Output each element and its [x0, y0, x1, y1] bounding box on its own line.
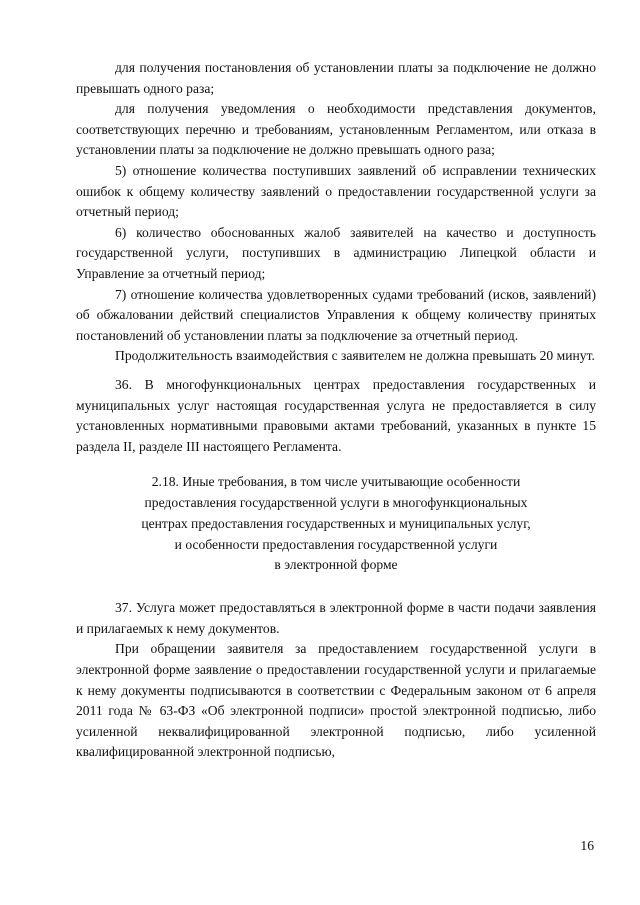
- paragraph-37: 37. Услуга может предоставляться в электронной форме в части подачи заявления и прилагаемых к нему документов.: [76, 600, 596, 636]
- paragraph: для получения постановления об установлении платы за подключение не должно превышать одного раза;: [76, 60, 596, 96]
- paragraph: При обращении заявителя за предоставлением государственной услуги в электронной форме заявление о предоставлении государственной услуги и прилагаемые к нему документы подписываются в соответствии с Федеральным законом от 6 апреля 2011 года № 63-ФЗ «Об электронной подписи» простой электронной подписью, либо усиленной неквалифицированной электронной подписью, либо усиленной квалифицированной электронной подписью,: [76, 641, 596, 760]
- page-body: [76, 58, 596, 763]
- heading-line: предоставления государственной услуги в многофункциональных: [144, 495, 528, 511]
- paragraph: 5) отношение количества поступивших заявлений об исправлении технических ошибок к общему количеству заявлений о предоставлении государственной услуги за отчетный период;: [76, 162, 596, 220]
- heading-line: центрах предоставления государственных и муниципальных услуг,: [141, 515, 531, 531]
- heading-line: и особенности предоставления государственной услуги: [174, 536, 498, 552]
- paragraph: 6) количество обоснованных жалоб заявителей на качество и доступность государственной услуги, поступивших в администрацию Липецкой области и Управление за отчетный период;: [76, 224, 596, 281]
- heading-line: в электронной форме: [274, 557, 398, 573]
- paragraph: для получения уведомления о необходимости представления документов, соответствующих перечню и требованиям, установленным Регламентом, или отказа в установлении платы за подключение не должно превышать одного раза;: [76, 101, 596, 158]
- paragraph: Продолжительность взаимодействия с заявителем не должна превышать 20 минут.: [115, 348, 595, 364]
- paragraph: 7) отношение количества удовлетворенных судами требований (исков, заявлений) об обжаловании действий специалистов Управления к общему количеству принятых постановлений об установлении платы за подключение за отчетный период.: [76, 286, 596, 343]
- section-heading: [76, 472, 596, 576]
- paragraph-36: 36. В многофункциональных центрах предоставления государственных и муниципальных услуг настоящая государственная услуга не предоставляется в силу установленных нормативными правовыми актами требований, указанных в пункте 15 раздела II, разделе III настоящего Регламента.: [76, 376, 596, 454]
- page-number: 16: [580, 838, 594, 853]
- heading-line: 2.18. Иные требования, в том числе учитывающие особенности: [151, 474, 521, 490]
